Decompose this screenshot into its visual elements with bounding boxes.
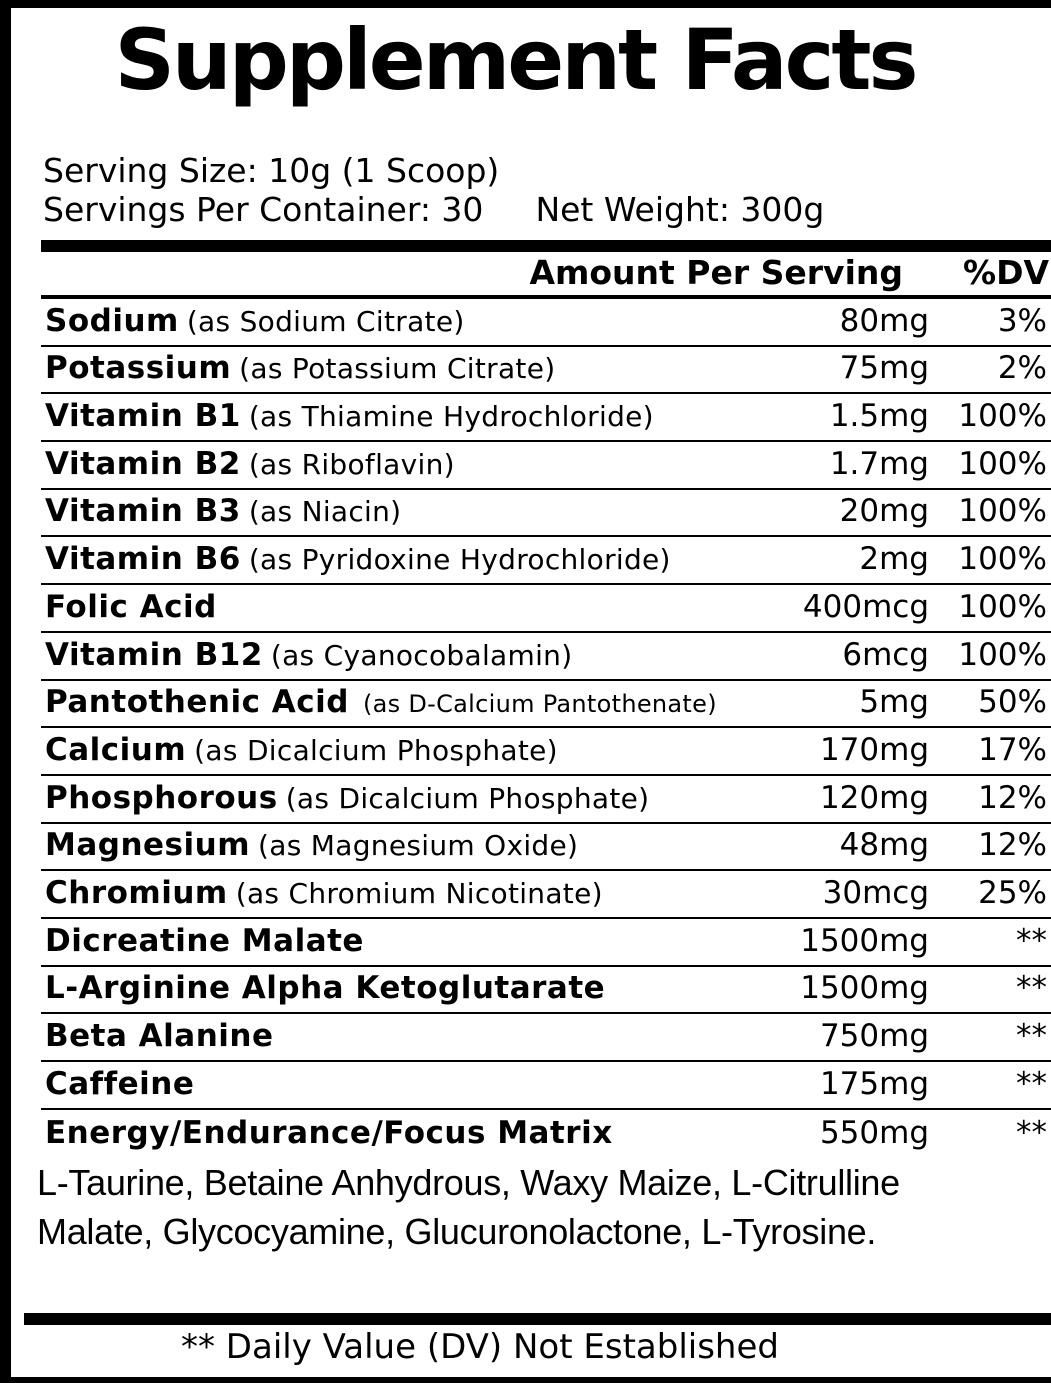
nutrient-row (41, 967, 1051, 1015)
nutrient-name-text: L-Arginine Alpha Ketoglutarate (45, 970, 606, 1007)
nutrient-name-text: Caffeine (45, 1065, 195, 1102)
nutrient-dv: 100% (958, 588, 1047, 625)
nutrient-name (45, 970, 605, 1006)
nutrient-row (41, 1014, 1051, 1062)
nutrient-amount: 80mg (839, 302, 929, 339)
nutrient-dv: 17% (978, 731, 1047, 768)
nutrient-name (45, 780, 649, 816)
nutrient-row (41, 871, 1051, 919)
nutrient-amount: 2mg (859, 541, 929, 578)
nutrient-amount: 120mg (819, 779, 929, 816)
nutrient-name-text: Phosphorous (45, 779, 278, 816)
nutrient-row (41, 490, 1051, 538)
servings-line (43, 190, 825, 229)
nutrient-dv: 12% (978, 827, 1047, 864)
matrix-ingredients: L-Taurine, Betaine Anhydrous, Waxy Maize, L-Citrulline Malate, Glycocyamine, Glucuronolactone, L-Tyrosine. (37, 1162, 900, 1252)
nutrient-amount: 550mg (819, 1115, 929, 1152)
nutrient-name-text: Folic Acid (45, 588, 217, 625)
nutrient-name (45, 589, 217, 625)
nutrient-name (45, 1115, 613, 1151)
nutrient-name (45, 303, 465, 339)
nutrient-row (41, 1110, 1051, 1158)
dv-header: %DV (963, 253, 1049, 292)
nutrient-dv: 100% (958, 398, 1047, 435)
nutrient-source: (as D-Calcium Pantothenate) (362, 690, 717, 719)
nutrient-dv: ** (1016, 1115, 1047, 1152)
nutrient-dv: 100% (958, 493, 1047, 530)
nutrient-row (41, 1062, 1051, 1110)
nutrient-amount: 6mcg (842, 636, 929, 673)
nutrient-amount: 1.5mg (829, 398, 929, 435)
nutrient-source: (as Niacin) (248, 495, 402, 529)
serving-size (43, 151, 500, 190)
nutrient-source: (as Magnesium Oxide) (258, 829, 579, 863)
nutrient-name (45, 875, 603, 911)
nutrient-name-text: Chromium (45, 874, 228, 911)
nutrient-name-text: Pantothenic Acid (45, 684, 349, 721)
nutrient-row (41, 633, 1051, 681)
nutrient-dv: 50% (978, 684, 1047, 721)
serving-size-text: Serving Size: 10g (1 Scoop) (43, 151, 500, 190)
nutrient-row (41, 394, 1051, 442)
nutrient-name-text: Calcium (45, 731, 187, 768)
nutrient-row (41, 728, 1051, 776)
nutrient-amount: 5mg (859, 684, 929, 721)
nutrient-amount: 170mg (819, 731, 929, 768)
nutrient-row (41, 537, 1051, 585)
nutrient-name-text: Energy/Endurance/Focus Matrix (45, 1115, 613, 1152)
nutrient-row (41, 776, 1051, 824)
nutrient-name (45, 684, 717, 720)
nutrient-dv: 100% (958, 636, 1047, 673)
nutrient-source: (as Pyridoxine Hydrochloride) (248, 543, 671, 577)
nutrient-dv: 100% (958, 445, 1047, 482)
nutrient-source: (as Sodium Citrate) (186, 304, 465, 338)
nutrient-dv: 3% (997, 302, 1047, 339)
nutrient-name-text: Vitamin B6 (45, 541, 241, 578)
nutrient-row (41, 585, 1051, 633)
nutrient-dv: ** (1016, 1065, 1047, 1102)
nutrient-amount: 48mg (839, 827, 929, 864)
nutrient-dv: ** (1016, 970, 1047, 1007)
label-title: Supplement Facts (114, 11, 916, 109)
nutrient-row (41, 442, 1051, 490)
nutrient-row (41, 824, 1051, 872)
nutrient-amount: 75mg (839, 350, 929, 387)
servings-per-container: Servings Per Container: 30 (43, 190, 484, 229)
nutrient-source: (as Cyanocobalamin) (270, 638, 573, 672)
nutrient-name (45, 350, 555, 386)
nutrient-name-text: Potassium (45, 350, 232, 387)
nutrient-name-text: Vitamin B1 (45, 398, 241, 435)
nutrient-name-text: Vitamin B12 (45, 636, 263, 673)
nutrient-name-text: Dicreatine Malate (45, 922, 364, 959)
thick-divider-top (41, 240, 1051, 252)
nutrient-dv: 2% (997, 350, 1047, 387)
nutrient-table (41, 299, 1051, 1157)
thick-divider-bottom (24, 1313, 1051, 1325)
nutrient-amount: 175mg (819, 1065, 929, 1102)
nutrient-source: (as Dicalcium Phosphate) (194, 733, 558, 767)
nutrient-source: (as Thiamine Hydrochloride) (248, 400, 654, 434)
nutrient-name (45, 732, 558, 768)
nutrient-row (41, 919, 1051, 967)
nutrient-name-text: Beta Alanine (45, 1018, 274, 1054)
nutrient-row (41, 347, 1051, 395)
nutrient-name (45, 637, 572, 673)
nutrient-name-text: Vitamin B3 (45, 493, 241, 530)
nutrient-row (41, 681, 1051, 729)
nutrient-name (45, 398, 654, 434)
nutrient-name (45, 446, 455, 482)
nutrient-row (41, 299, 1051, 347)
nutrient-source: (as Dicalcium Phosphate) (285, 781, 650, 815)
nutrient-source: (as Potassium Citrate) (239, 352, 556, 386)
nutrient-amount: 750mg (819, 1018, 929, 1054)
nutrient-name (45, 493, 401, 529)
nutrient-name-text: Sodium (45, 302, 179, 339)
nutrient-source: (as Chromium Nicotinate) (235, 876, 603, 910)
nutrient-name (45, 1066, 194, 1102)
amount-per-serving-header: Amount Per Serving (529, 253, 903, 292)
nutrient-amount: 1500mg (800, 922, 929, 959)
nutrient-name-text: Magnesium (45, 827, 251, 864)
nutrient-name-text: Vitamin B2 (45, 445, 241, 482)
nutrient-source: (as Riboflavin) (248, 447, 455, 481)
nutrient-amount: 30mcg (822, 874, 929, 911)
nutrient-name (45, 923, 364, 959)
nutrient-amount: 20mg (839, 493, 929, 530)
nutrient-amount: 1.7mg (829, 445, 929, 482)
net-weight: Net Weight: 300g (535, 190, 825, 229)
nutrient-amount: 1500mg (800, 970, 929, 1007)
nutrient-dv: 100% (958, 541, 1047, 578)
nutrient-name (45, 541, 671, 577)
nutrient-dv: ** (1016, 1018, 1047, 1054)
nutrient-dv: 12% (978, 779, 1047, 816)
nutrient-name (45, 1018, 274, 1054)
nutrient-name (45, 827, 578, 863)
footnote: ** Daily Value (DV) Not Established (181, 1327, 779, 1367)
nutrient-amount: 400mcg (802, 588, 929, 625)
nutrient-dv: ** (1016, 922, 1047, 959)
nutrient-dv: 25% (978, 874, 1047, 911)
